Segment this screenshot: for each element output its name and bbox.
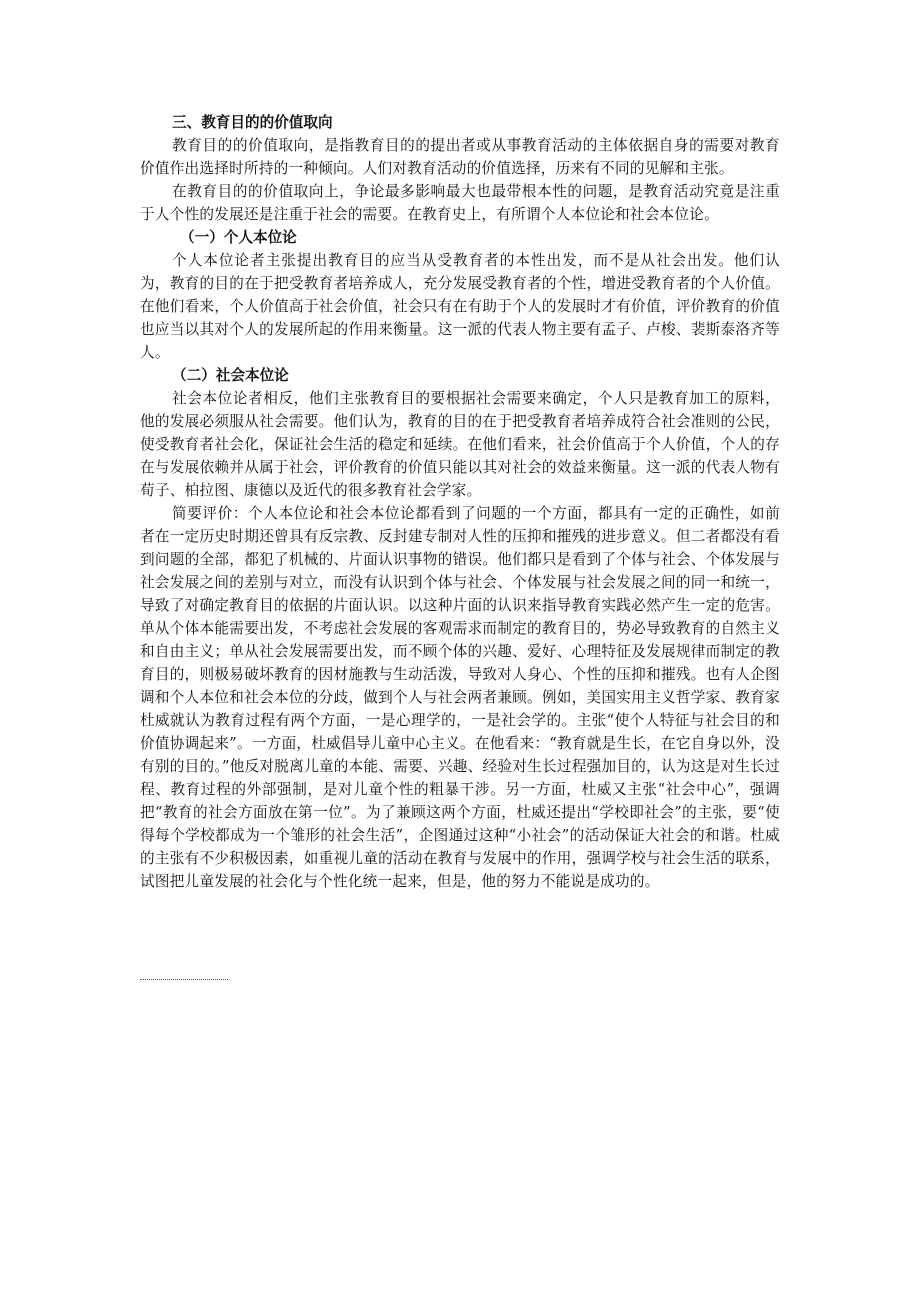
intro-paragraph-2: 在教育目的的价值取向上，争论最多影响最大也最带根本性的问题，是教育活动究竟是注重于人个性的发展还是注重于社会的需要。在教育史上，有所谓个人本位论和社会本位论。 — [140, 183, 780, 223]
subsection-title-individual: （一）个人本位论 — [180, 229, 297, 246]
subsection-title-social: （二）社会本位论 — [172, 367, 289, 384]
section-title: 三、教育目的的价值取向 — [172, 114, 333, 131]
intro-paragraph-1: 教育目的的价值取向，是指教育目的的提出者或从事教育活动的主体依据自身的需要对教育价值作出选择时所持的一种倾向。人们对教育活动的价值选择，历来有不同的见解和主张。 — [140, 137, 780, 177]
paragraph-individual-standard: 个人本位论者主张提出教育目的应当从受教育者的本性出发，而不是从社会出发。他们认为，教育的目的在于把受教育者培养成人，充分发展受教育者的个性，增进受教育者的个人价值。在他们看来，个人价值高于社会价值，社会只有在有助于个人的发展时才有价值，评价教育的价值也应当以其对个人的发展所起的作用来衡量。这一派的代表人物主要有孟子、卢梭、裴斯泰洛齐等人。 — [140, 252, 780, 361]
paragraph-social-standard: 社会本位论者相反，他们主张教育目的要根据社会需要来确定，个人只是教育加工的原料，他的发展必须服从社会需要。他们认为，教育的目的在于把受教育者培养成符合社会准则的公民，使受教育者社会化，保证社会生活的稳定和延续。在他们看来，社会价值高于个人价值，个人的存在与发展依赖并从属于社会，评价教育的价值只能以其对社会的效益来衡量。这一派的代表人物有荀子、柏拉图、康德以及近代的很多教育社会学家。 — [140, 390, 780, 499]
document-page — [140, 111, 780, 893]
footnote-separator — [140, 979, 228, 980]
paragraph-evaluation: 简要评价：个人本位论和社会本位论都看到了问题的一个方面，都具有一定的正确性，如前者在一定历史时期还曾具有反宗教、反封建专制对人性的压抑和摧残的进步意义。但二者都没有看到问题的全部，都犯了机械的、片面认识事物的错误。他们都只是看到了个体与社会、个体发展与社会发展之间的差别与对立，而没有认识到个体与社会、个体发展与社会发展之间的同一和统一，导致了对确定教育目的依据的片面认识。以这种片面的认识来指导教育实践必然产生一定的危害。单从个体本能需要出发，不考虑社会发展的客观需求而制定的教育目的，势必导致教育的自然主义和自由主义；单从社会发展需要出发，而不顾个体的兴趣、爱好、心理特征及发展规律而制定的教育目的，则极易破坏教育的因材施教与生动活泼，导致对人身心、个性的压抑和摧残。也有人企图调和个人本位和社会本位的分歧，做到个人与社会两者兼顾。例如，美国实用主义哲学家、教育家杜威就认为教育过程有两个方面，一是心理学的，一是社会学的。主张“使个人特征与社会目的和价值协调起来”。一方面，杜威倡导儿童中心主义。在他看来：“教育就是生长，在它自身以外，没有别的目的。”他反对脱离儿童的本能、需要、兴趣、经验对生长过程强加目的，认为这是对生长过程、教育过程的外部强制，是对儿童个性的粗暴干涉。另一方面，杜威又主张“社会中心”，强调把“教育的社会方面放在第一位”。为了兼顾这两个方面，杜威还提出“学校即社会”的主张，要“使得每个学校都成为一个雏形的社会生活”，企图通过这种“小社会”的活动保证大社会的和谐。杜威的主张有不少积极因素，如重视儿童的活动在教育与发展中的作用，强调学校与社会生活的联系，试图把儿童发展的社会化与个性化统一起来，但是，他的努力不能说是成功的。 — [140, 505, 780, 890]
